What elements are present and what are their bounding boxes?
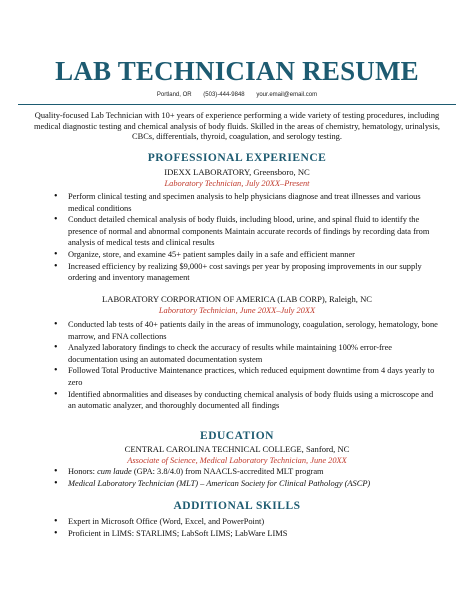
- contact-email[interactable]: your.email@email.com: [256, 92, 318, 98]
- header-divider: [18, 104, 456, 105]
- skills-heading: ADDITIONAL SKILLS: [173, 500, 301, 512]
- contact-location: Portland, OR: [156, 92, 192, 98]
- certification-item: • Medical Laboratory Technician (MLT) – American Society for Clinical Pathology (ASCP): [54, 478, 440, 490]
- honors-latin: cum laude: [97, 467, 132, 476]
- list-item: • Conduct detailed chemical analysis of body fluids, including blood, urine, and spinal fluid to identify the presence of normal and abnormal components Maintain accurate records of findings by recording data from analysis of medical tests and clinical results: [54, 214, 440, 249]
- job-2-role: Laboratory Technician, June 20XX–July 20XX: [158, 306, 316, 315]
- list-item: • Conducted lab tests of 40+ patients daily in the areas of immunology, coagulation, serology, hematology, bone marrow, and FNA collections: [54, 319, 440, 342]
- contact-phone: (503)-444-9848: [203, 92, 245, 98]
- resume-title: LAB TECHNICIAN RESUME: [55, 56, 419, 86]
- skills-bullets: [54, 516, 440, 539]
- list-item: • Identified abnormalities and diseases by conducting chemical analysis of body fluids using a microscope and an automatic analyzer, and thoroughly documented all findings: [54, 389, 440, 412]
- education-bullets: [54, 466, 440, 489]
- job-1-employer: IDEXX LABORATORY, Greensboro, NC: [164, 167, 310, 177]
- list-item: • Expert in Microsoft Office (Word, Excel, and PowerPoint): [54, 516, 440, 528]
- education-heading: EDUCATION: [200, 430, 274, 442]
- experience-heading: PROFESSIONAL EXPERIENCE: [147, 152, 327, 164]
- honors-suffix: (GPA: 3.8/4.0) from NAACLS-accredited MLT program: [131, 467, 324, 476]
- list-item: • Proficient in LIMS: STARLIMS; LabSoft LIMS; LabWare LIMS: [54, 528, 440, 540]
- job-1-role: Laboratory Technician, July 20XX–Present: [164, 179, 310, 188]
- job-1-bullets: [54, 191, 440, 284]
- degree: Associate of Science, Medical Laboratory Technician, June 20XX: [127, 456, 347, 465]
- school-name: CENTRAL CAROLINA TECHNICAL COLLEGE, Sanford, NC: [124, 444, 350, 454]
- list-item: • Followed Total Productive Maintenance practices, which reduced equipment downtime from 4 days yearly to zero: [54, 365, 440, 388]
- honors-prefix: Honors:: [68, 467, 98, 476]
- job-2-bullets: [54, 319, 440, 412]
- list-item: • Organize, store, and examine 45+ patient samples daily in a safe and efficient manner: [54, 249, 440, 261]
- honors-item: [54, 466, 440, 478]
- job-2-employer: LABORATORY CORPORATION OF AMERICA (LAB CORP), Raleigh, NC: [101, 294, 373, 304]
- summary-paragraph: Quality-focused Lab Technician with 10+ years of experience performing a wide variety of testing procedures, including medical diagnostic testing and chemical analysis of body fluids. Skilled in the areas of chemistry, hematology, urinalysis, CBCs, differentials, thyroid, coagulation, and serology testing.: [34, 111, 440, 142]
- contact-line: [0, 92, 474, 98]
- list-item: • Increased efficiency by realizing $9,000+ cost savings per year by proposing improvements in our supply ordering and inventory management: [54, 261, 440, 284]
- list-item: • Analyzed laboratory findings to check the accuracy of results while maintaining 100% error-free documentation using an automated documentation system: [54, 342, 440, 365]
- list-item: • Perform clinical testing and specimen analysis to help physicians diagnose and treat illnesses and various medical conditions: [54, 191, 440, 214]
